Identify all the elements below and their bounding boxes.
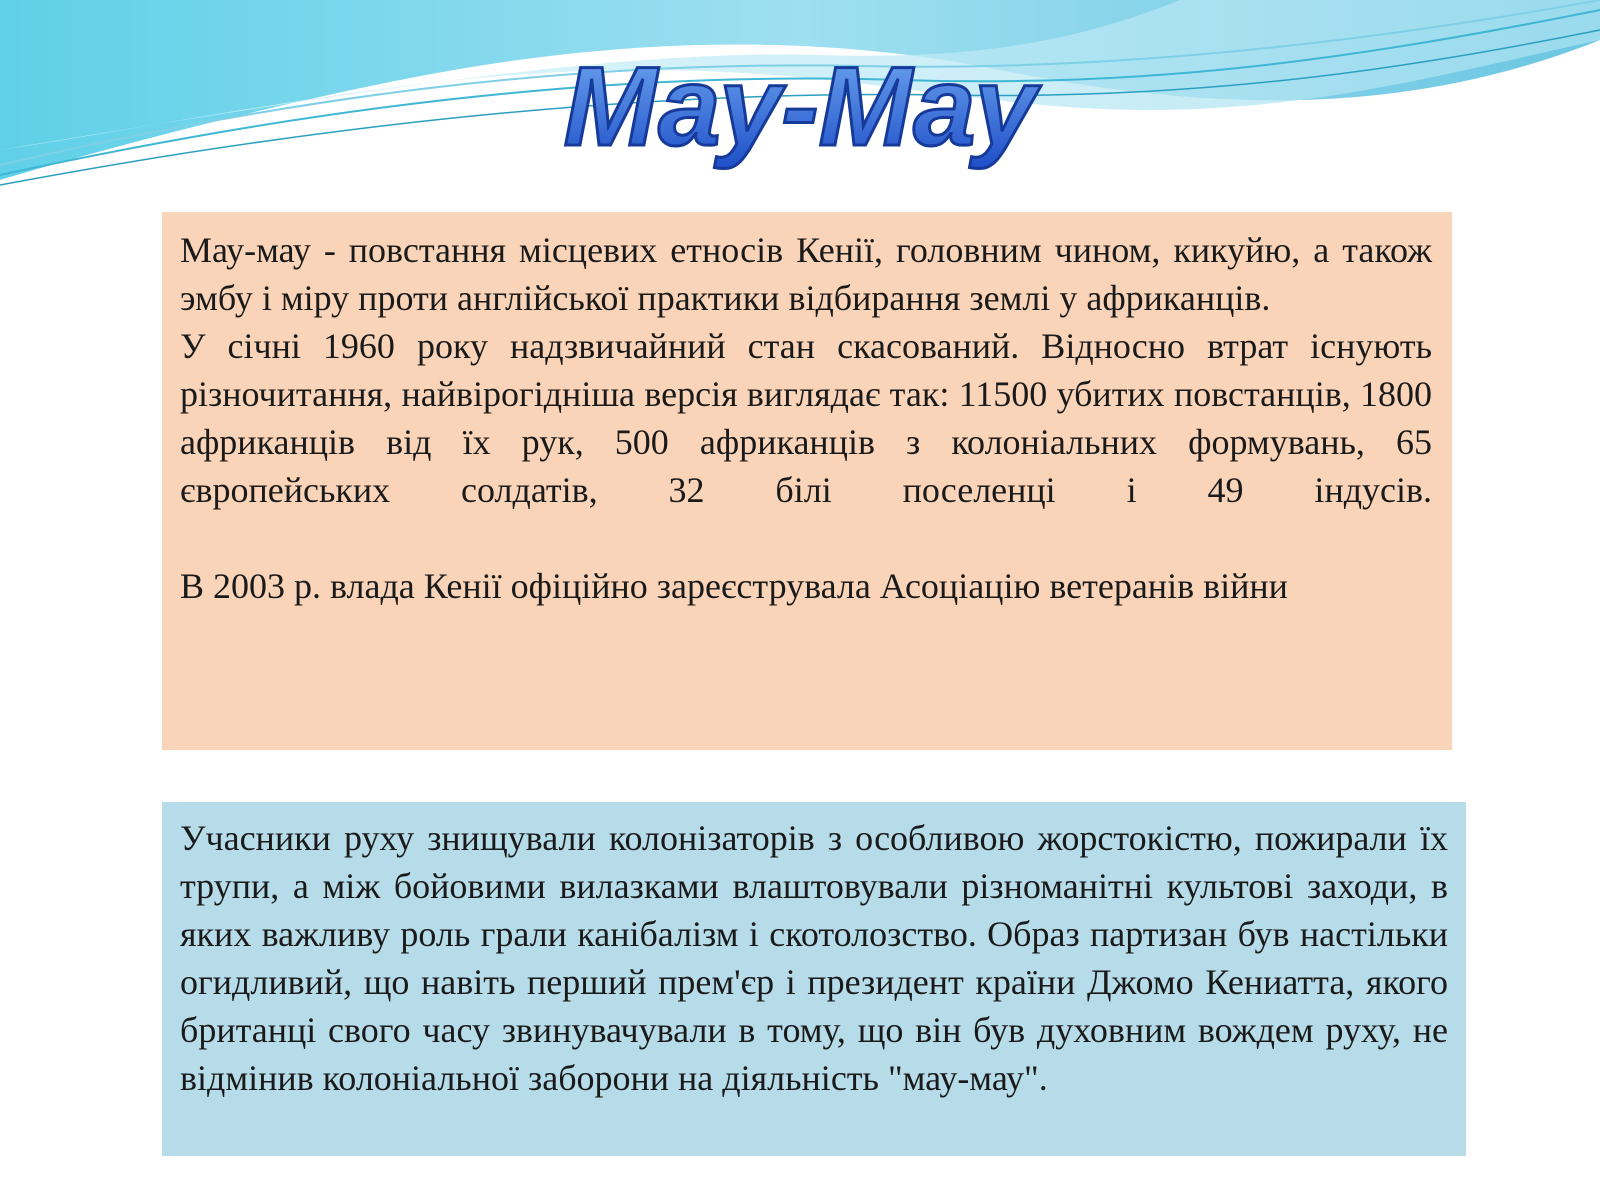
- peach-text-box: [162, 212, 1452, 750]
- paragraph-casualties: У січні 1960 року надзвичайний стан скасований. Відносно втрат існують різночитання, найвірогідніша версія виглядає так: 11500 убитих повстанців, 1800 африканців від їх рук, 500 африканців з колоніальних формувань, 65 європейських солдатів, 32 білі поселенці і 49 індусів.: [180, 326, 1432, 510]
- page-title: Мау-Мау: [563, 44, 1037, 169]
- paragraph-mau-mau-definition: Мау-мау - повстання місцевих етносів Кенії, головним чином, кикуйю, а також эмбу і міру проти англійської практики відбирання землі у африканців.: [180, 230, 1432, 318]
- blue-text-box: [162, 802, 1466, 1156]
- paragraph-movement-participants: Учасники руху знищували колонізаторів з особливою жорстокістю, пожирали їх трупи, а між бойовими вилазками влаштовували різноманітні культові заходи, в яких важливу роль грали канібалізм і скотолозство. Образ партизан був настільки огидливий, що навіть перший прем'єр і президент країни Джомо Кениатта, якого британці свого часу звинувачували в тому, що він був духовним вождем руху, не відмінив колоніальної заборони на діяльність "мау-мау".: [180, 818, 1448, 1098]
- paragraph-spacer: [180, 514, 1432, 562]
- page-title-graphic: [540, 40, 1060, 180]
- paragraph-veterans-association: В 2003 р. влада Кенії офіційно зареєструвала Асоціацію ветеранів війни: [180, 566, 1288, 606]
- title-container: [0, 40, 1600, 180]
